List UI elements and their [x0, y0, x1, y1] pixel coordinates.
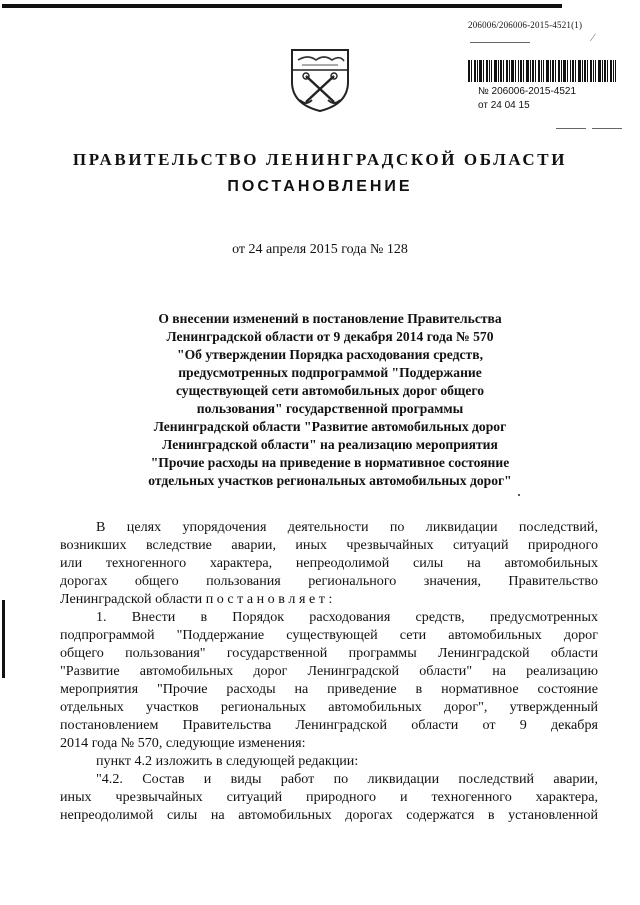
divider — [470, 42, 530, 43]
top-rule — [2, 4, 562, 8]
government-name: ПРАВИТЕЛЬСТВО ЛЕНИНГРАДСКОЙ ОБЛАСТИ — [72, 150, 568, 169]
pen-mark: ∕ — [592, 32, 594, 44]
ink-dot — [518, 494, 520, 496]
title-line: "Об утверждении Порядка расходования средств, — [177, 347, 483, 362]
coat-of-arms-icon — [286, 46, 354, 114]
title-line: Ленинградской области "Развитие автомобильных дорог — [153, 419, 507, 434]
divider — [592, 128, 622, 129]
body-line: подпрограммой "Поддержание существующей сети автомобильных дорог — [60, 627, 598, 643]
body-line: "4.2. Состав и виды работ по ликвидации последствий аварии, — [96, 771, 598, 787]
document-date-number: от 24 апреля 2015 года № 128 — [232, 242, 408, 257]
body-line: мероприятия "Прочие расходы на приведение в нормативное состояние — [60, 681, 598, 697]
body-line: пункт 4.2 изложить в следующей редакции: — [96, 753, 359, 769]
title-line: пользования" государственной программы — [196, 401, 464, 416]
divider — [556, 128, 586, 129]
title-line: отдельных участков региональных автомобильных дорог" — [148, 473, 512, 488]
body-line: или техногенного характера, непреодолимой силы на автомобильных — [60, 555, 598, 571]
body-line: постановлением Правительства Ленинградской области от 9 декабря — [60, 717, 598, 733]
body-line: непреодолимой силы на автомобильных дорогах содержатся в установленной — [60, 807, 598, 823]
title-line: Ленинградской области" на реализацию мероприятия — [162, 437, 498, 452]
body-line: дорогах общего пользования регионального значения, Правительство — [60, 573, 598, 589]
body-line: 1. Внести в Порядок расходования средств, предусмотренных — [96, 609, 598, 625]
body-line: "Развитие автомобильных дорог Ленинградской области" на реализацию — [60, 663, 598, 679]
body-line: 2014 года № 570, следующие изменения: — [60, 735, 306, 751]
document-title — [120, 310, 540, 490]
body-line: общего пользования" государственной программы Ленинградской области — [60, 645, 598, 661]
document-body — [60, 518, 598, 824]
body-line: Ленинградской области п о с т а н о в л я е т : — [60, 591, 333, 607]
title-line: существующей сети автомобильных дорог общего — [175, 383, 485, 398]
body-line: иных чрезвычайных ситуаций природного и техногенного характера, — [60, 789, 598, 805]
title-line: Ленинградской области от 9 декабря 2014 года № 570 — [166, 329, 494, 344]
body-line: В целях упорядочения деятельности по ликвидации последствий, — [96, 519, 598, 535]
margin-mark — [2, 600, 5, 678]
registration-date: от 24 04 15 — [478, 100, 530, 111]
registration-number: № 206006-2015-4521 — [478, 86, 577, 97]
title-line: "Прочие расходы на приведение в нормативное состояние — [150, 455, 510, 470]
body-line: отдельных участков региональных автомобильных дорог", утвержденный — [60, 699, 598, 715]
document-type: ПОСТАНОВЛЕНИЕ — [227, 178, 413, 195]
title-line: предусмотренных подпрограммой "Поддержание — [178, 365, 482, 380]
title-line: О внесении изменений в постановление Правительства — [158, 311, 502, 326]
body-line: возникших вследствие аварии, иных чрезвычайных ситуаций природного — [60, 537, 598, 553]
barcode-icon — [468, 60, 616, 82]
document-code: 206006/206006-2015-4521(1) — [468, 20, 583, 30]
